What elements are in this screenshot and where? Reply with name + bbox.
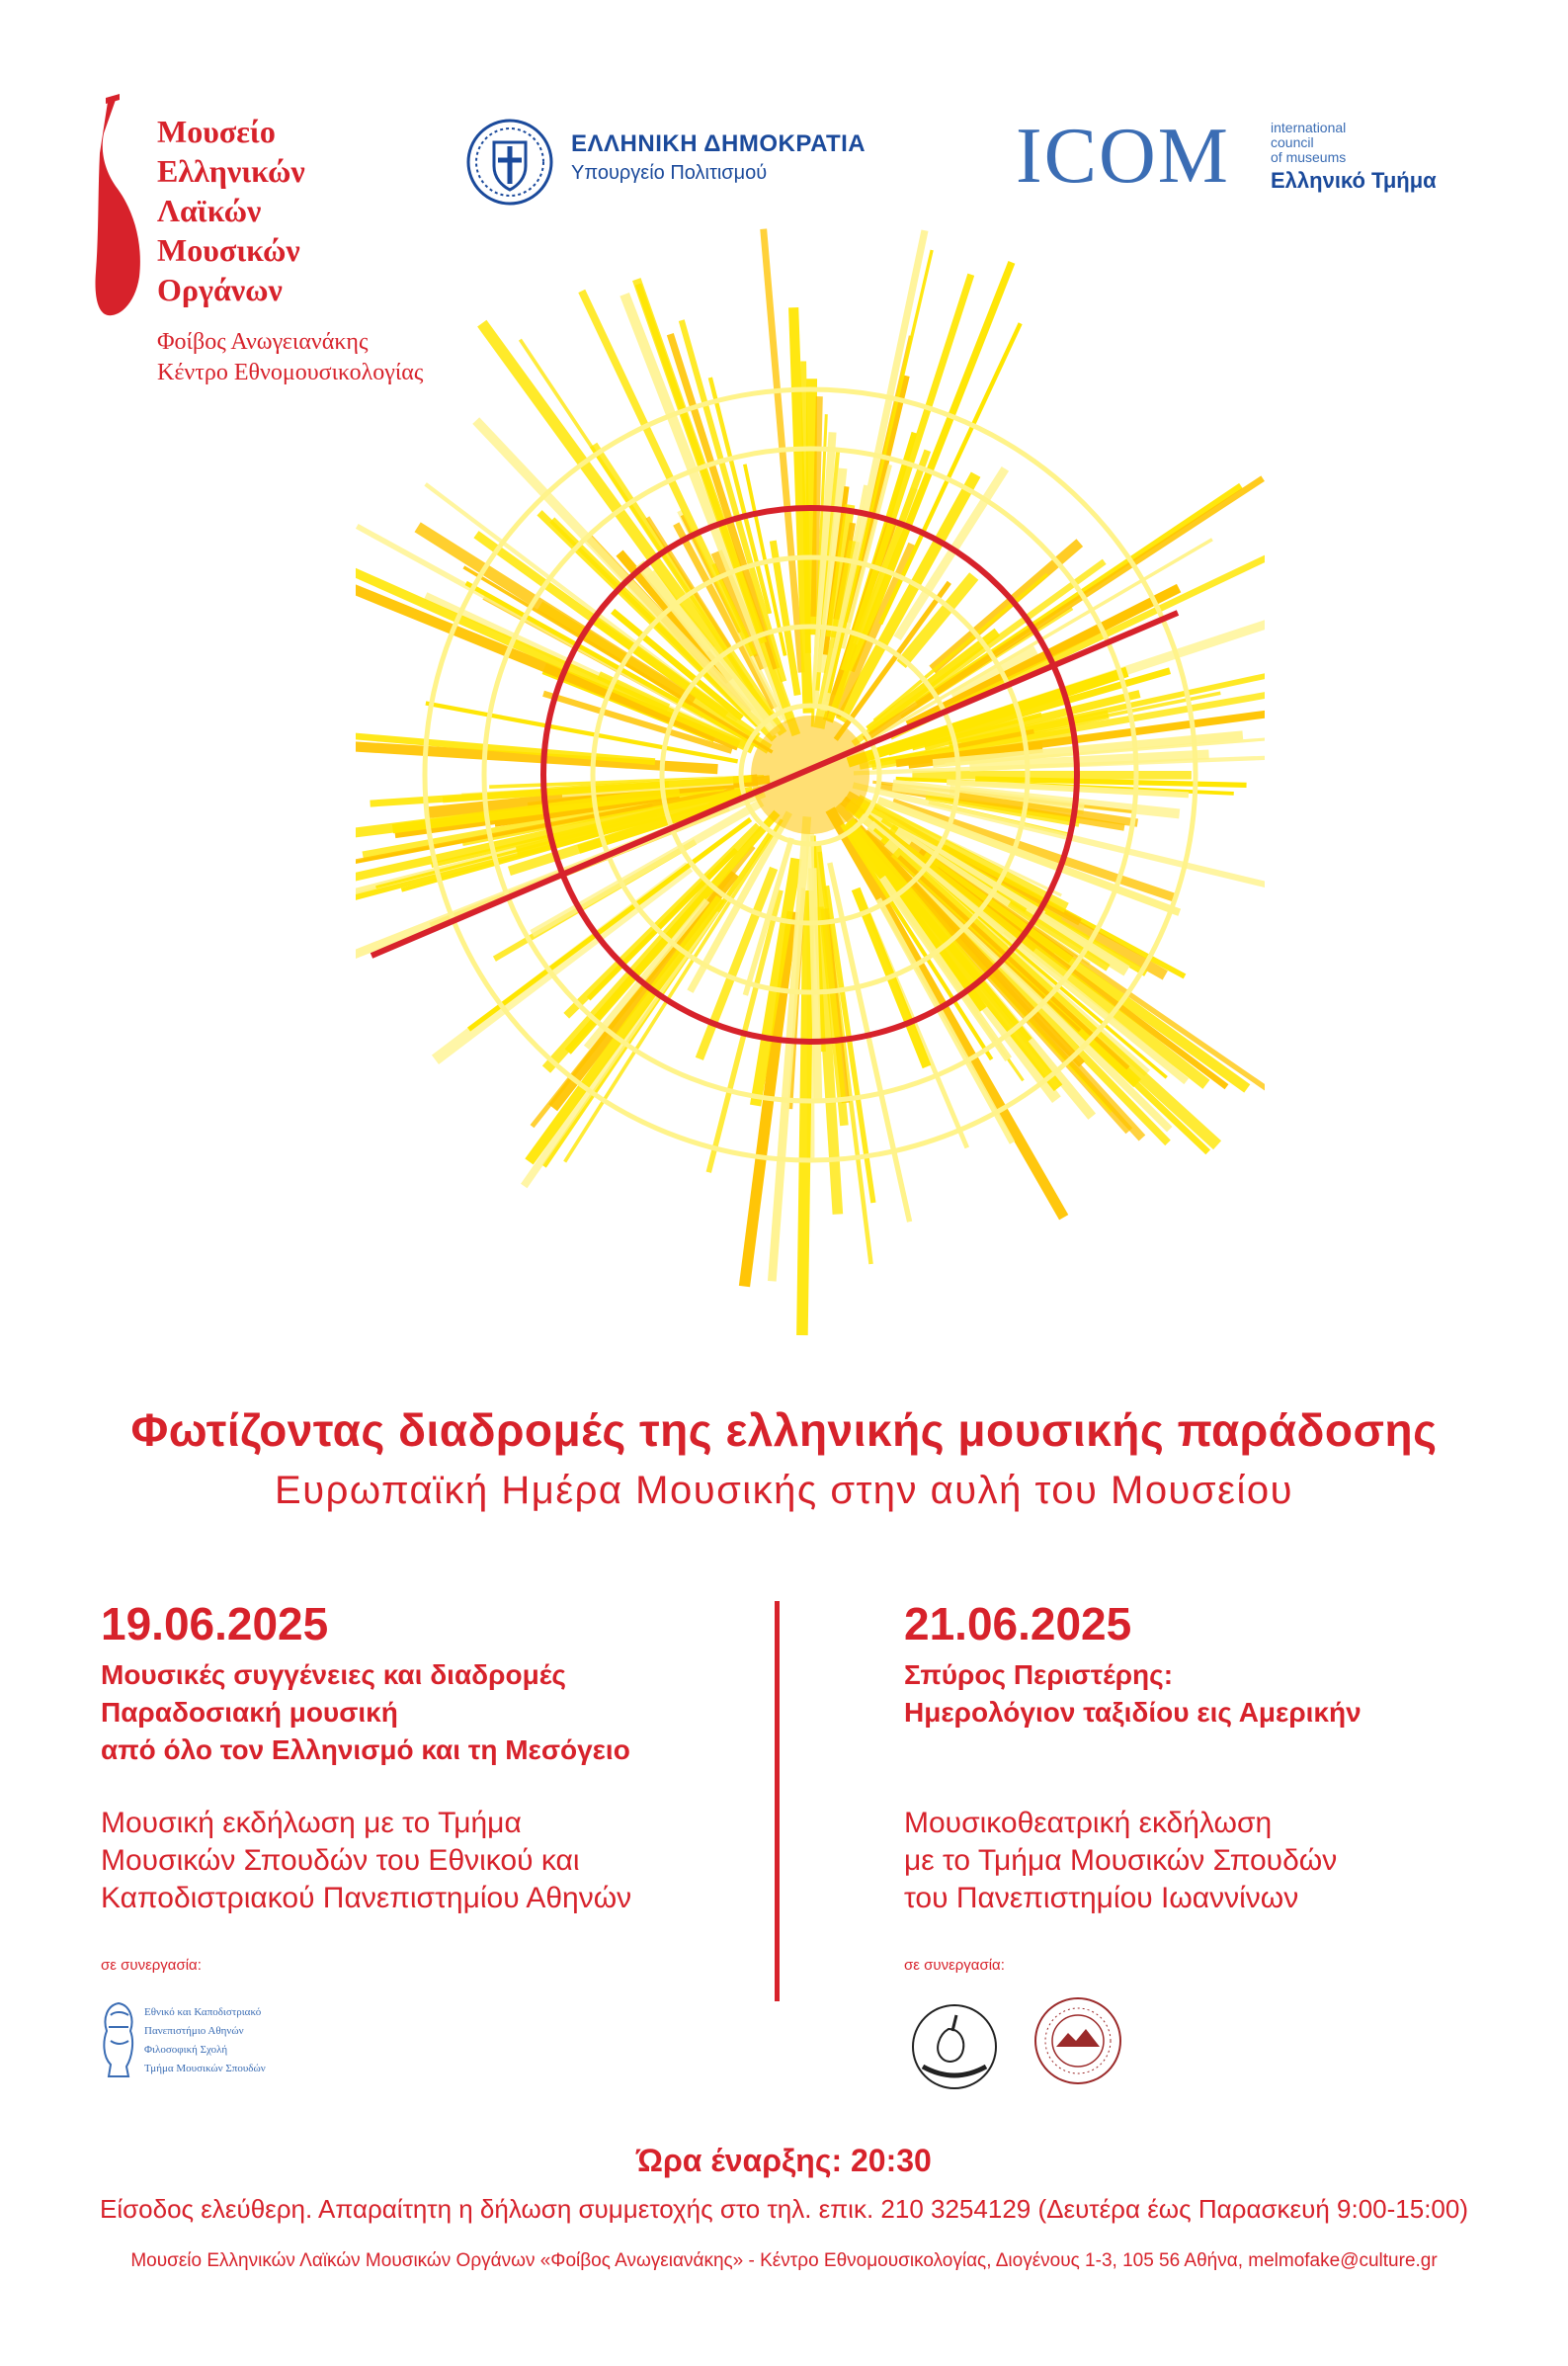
museum-name-line: Λαϊκών — [157, 193, 262, 228]
museum-name-line: Μουσικών — [157, 232, 300, 268]
icom-tagline-line: council — [1271, 134, 1314, 150]
event-title-line: από όλο τον Ελληνισμό και τη Μεσόγειο — [101, 1734, 630, 1765]
event-title-line: Ημερολόγιον ταξιδίου εις Αμερικήν — [904, 1697, 1362, 1728]
partner-text-line: Εθνικό και Καποδιστριακό — [144, 2006, 262, 2018]
museum-name-line: Μουσείο — [157, 114, 276, 149]
sun-ray — [812, 868, 818, 1102]
museum-name — [157, 112, 305, 309]
icom-tagline-line: of museums — [1271, 149, 1347, 165]
event-1 — [101, 1597, 631, 2080]
sunburst-illustration — [356, 168, 1265, 1394]
event-description — [904, 1805, 1362, 1917]
partner-text-line: Φιλοσοφική Σχολή — [144, 2044, 228, 2056]
icom-tagline — [1271, 121, 1346, 165]
event-description-line: Μουσικοθεατρική εκδήλωση — [904, 1807, 1273, 1839]
athena-head-icon — [101, 2001, 136, 2078]
event-description-line: του Πανεπιστημίου Ιωαννίνων — [904, 1882, 1299, 1914]
event-date: 21.06.2025 — [904, 1598, 1132, 1649]
start-time: Ώρα έναρξης: 20:30 — [636, 2143, 932, 2178]
event-title-line: Μουσικές συγγένειες και διαδρομές — [101, 1659, 566, 1690]
footer-address: Μουσείο Ελληνικών Λαϊκών Μουσικών Οργάνων «Φοίβος Ανωγειανάκης» - Κέντρο Εθνομουσικολογίας, Διογένους 1-3, 105 56 Αθήνα, melmofake@culture.gr — [130, 2250, 1438, 2271]
page-subtitle: Ευρωπαϊκή Ημέρα Μουσικής στην αυλή του Μουσείου — [275, 1469, 1293, 1512]
museum-subtitle-line: Φοίβος Ανωγειανάκης — [157, 329, 369, 355]
event-divider — [775, 1601, 780, 2001]
event-2 — [904, 1597, 1362, 2104]
music-department-seal — [909, 2001, 1000, 2092]
entry-info: Είσοδος ελεύθερη. Απαραίτητη η δήλωση συμμετοχής στο τηλ. επικ. 210 3254129 (Δευτέρα έως Παρασκευή 9:00-15:00) — [100, 2194, 1468, 2224]
icom-section: Ελληνικό Τμήμα — [1271, 168, 1437, 193]
collaboration-label: σε συνεργασία: — [101, 1957, 202, 1974]
event-title — [101, 1656, 631, 1769]
partner-text-line: Πανεπιστήμιο Αθηνών — [144, 2025, 244, 2037]
page-title: Φωτίζοντας διαδρομές της ελληνικής μουσικής παράδοσης — [130, 1404, 1438, 1456]
partner-logo-uoa — [101, 2001, 631, 2080]
partner-logos — [904, 1995, 1362, 2104]
lyra-icon — [94, 94, 153, 321]
event-title-line: Παραδοσιακή μουσική — [101, 1697, 398, 1728]
sun-ray — [529, 898, 720, 1161]
collaboration-label: σε συνεργασία: — [904, 1957, 1005, 1974]
event-description-line: Μουσική εκδήλωση με το Τμήμα — [101, 1807, 522, 1839]
event-description — [101, 1805, 631, 1917]
museum-subtitle-line: Κέντρο Εθνομουσικολογίας — [157, 360, 424, 385]
event-title — [904, 1656, 1362, 1732]
sun-core — [751, 716, 869, 834]
folklore-museum-seal — [1032, 1995, 1123, 2086]
event-date: 19.06.2025 — [101, 1598, 329, 1649]
partner-text — [144, 2003, 266, 2078]
sun-ray — [802, 890, 808, 1335]
ministry-subtitle: Υπουργείο Πολιτισμού — [571, 162, 768, 184]
museum-name-line: Ελληνικών — [157, 153, 305, 189]
icom-wordmark: ICOM — [1016, 113, 1230, 200]
event-description-line: Μουσικών Σπουδών του Εθνικού και — [101, 1844, 580, 1877]
icom-tagline-line: international — [1271, 120, 1347, 135]
event-description-line: Καποδιστριακού Πανεπιστημίου Αθηνών — [101, 1882, 632, 1914]
ministry-title: ΕΛΛΗΝΙΚΗ ΔΗΜΟΚΡΑΤΙΑ — [571, 130, 867, 157]
museum-name-line: Οργάνων — [157, 272, 283, 307]
partner-text-line: Τμήμα Μουσικών Σπουδών — [144, 2063, 266, 2074]
event-title-line: Σπύρος Περιστέρης: — [904, 1659, 1174, 1690]
event-description-line: με το Τμήμα Μουσικών Σπουδών — [904, 1844, 1338, 1877]
